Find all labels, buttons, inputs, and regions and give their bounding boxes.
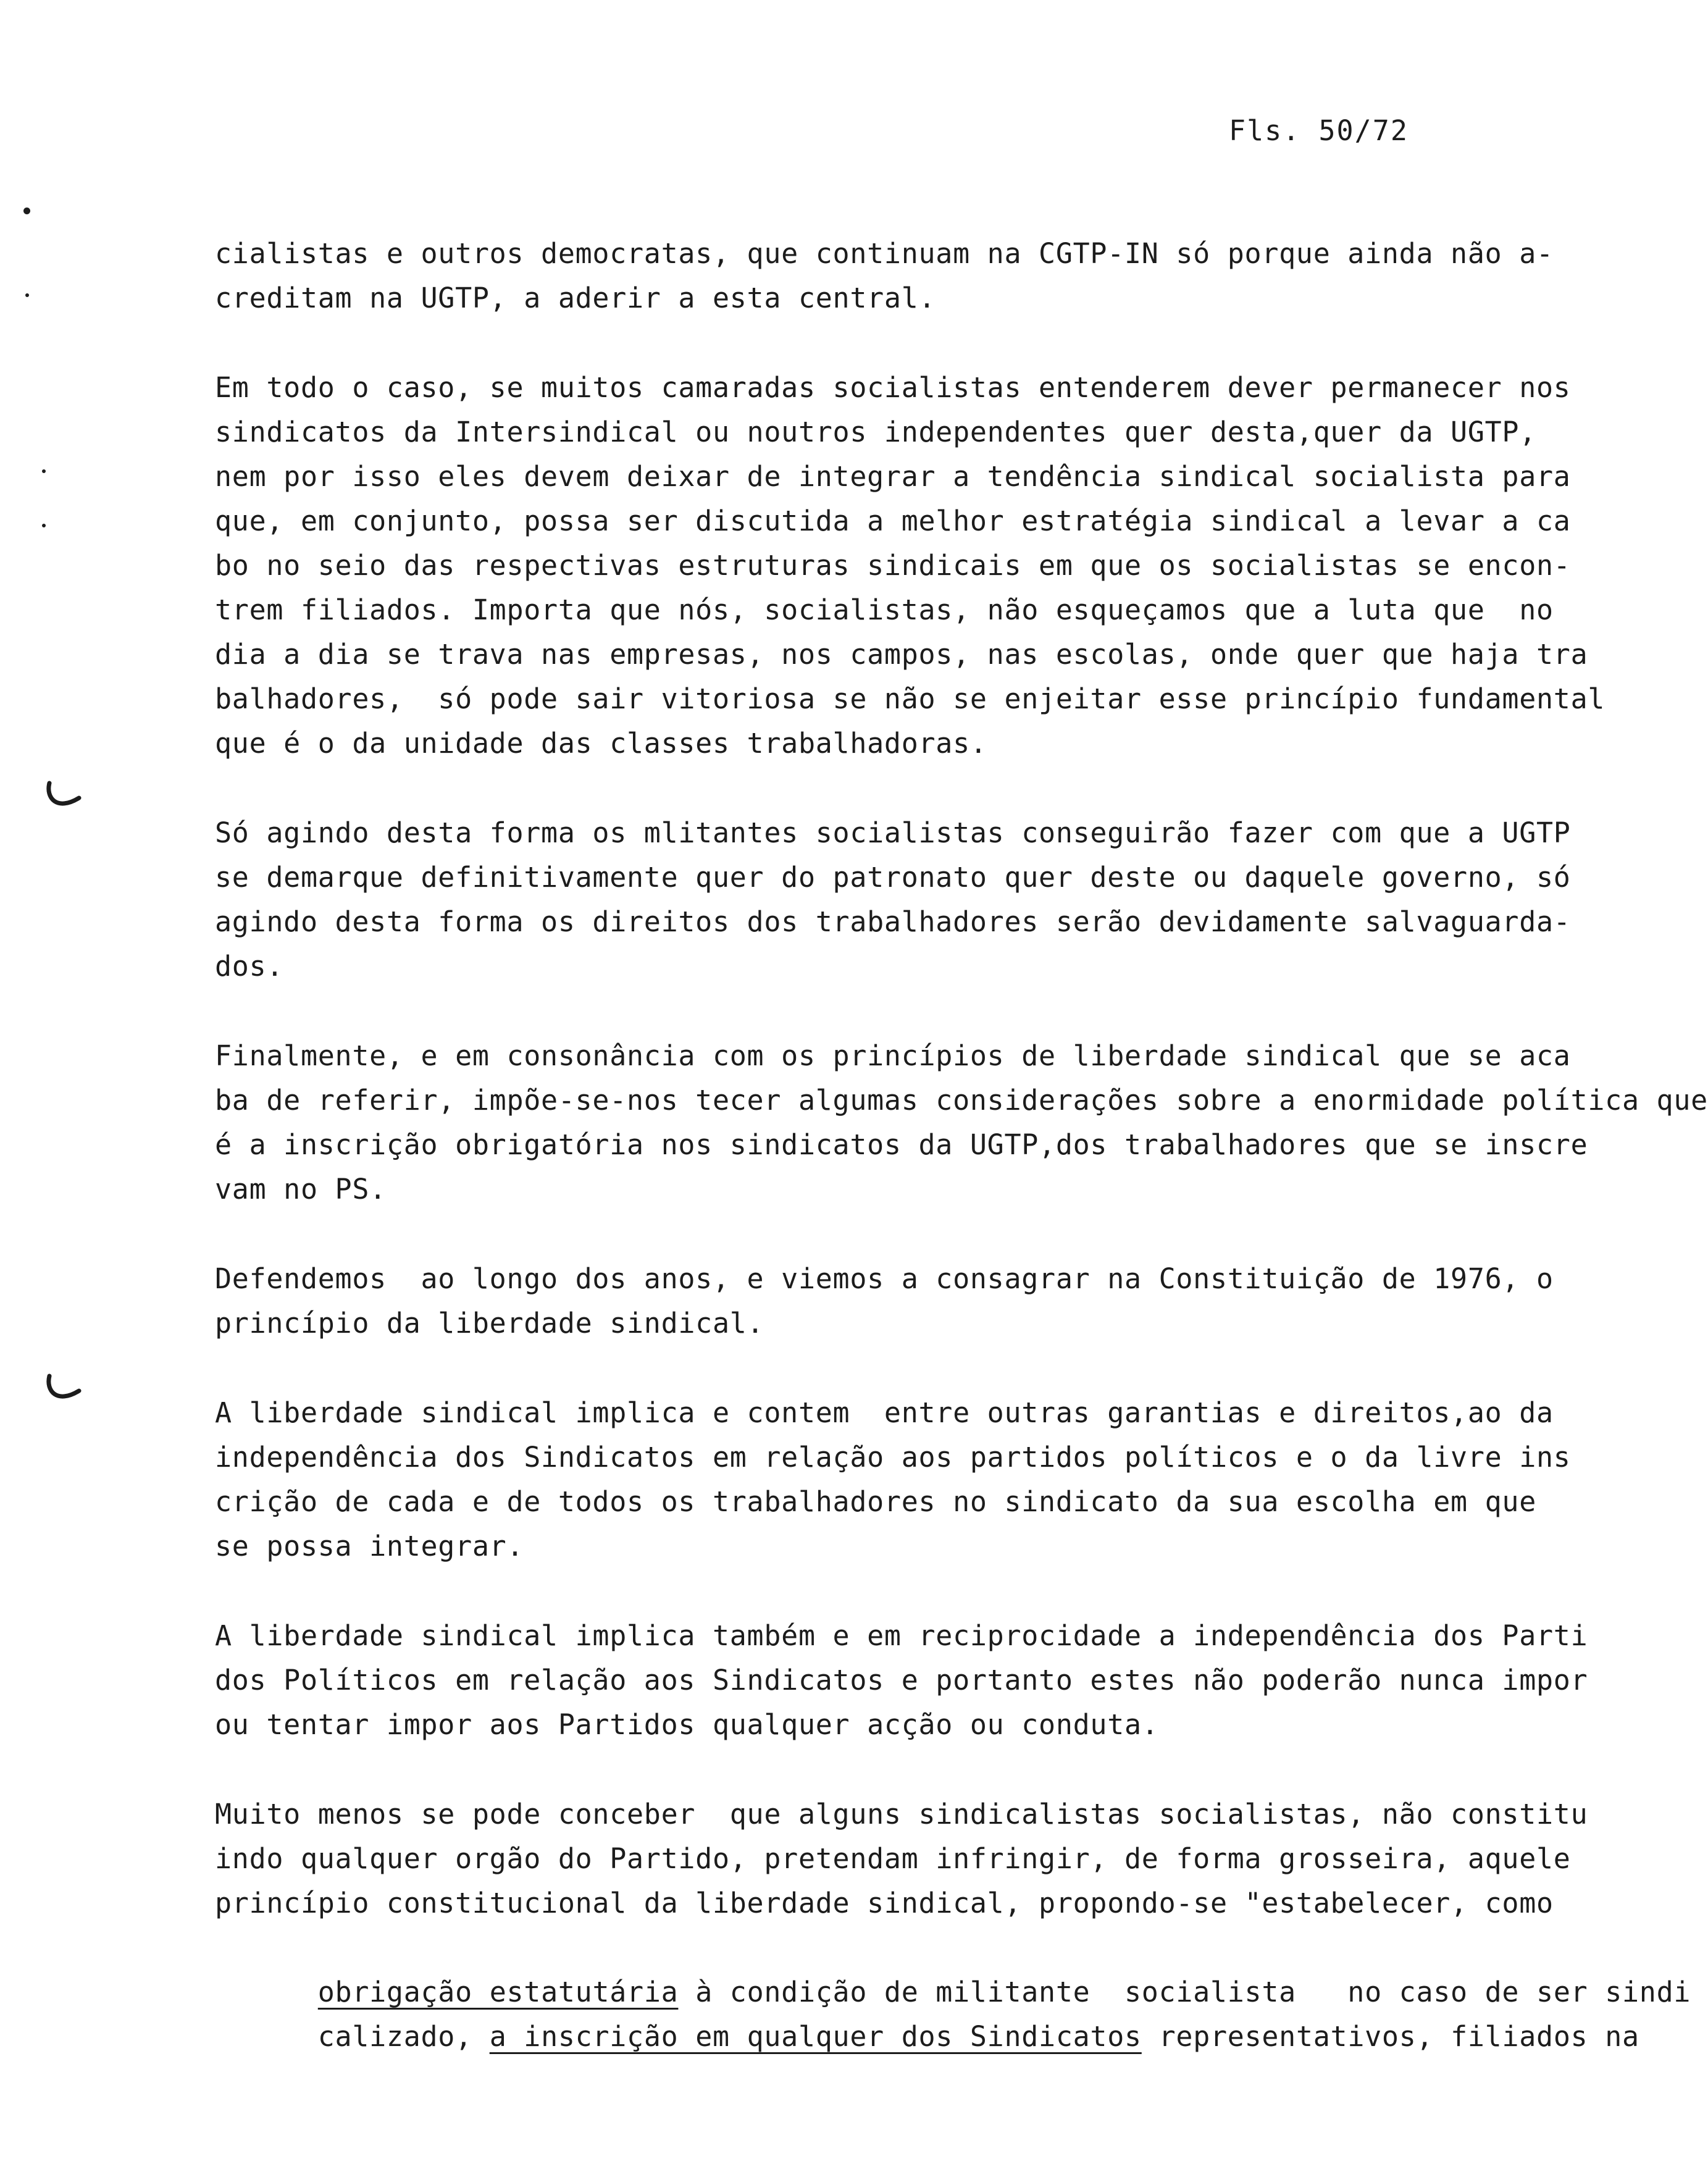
paragraph [215,366,1605,766]
text-line: dia a dia se trava nas empresas, nos campos, nas escolas, onde quer que haja tra [215,638,1588,671]
text-line: creditam na UGTP, a aderir a esta central. [215,282,936,314]
paragraph [215,1391,1571,1569]
text-line: princípio da liberdade sindical. [215,1307,764,1340]
document-body [215,232,1708,2060]
text-line: cialistas e outros democratas, que continuam na CGTP-IN só porque ainda não a- [215,237,1554,270]
margin-dot-3 [42,469,46,473]
text-line: ou tentar impor aos Partidos qualquer acção ou conduta. [215,1708,1159,1741]
text-line: indo qualquer orgão do Partido, pretendam infringir, de forma grosseira, aquele [215,1842,1571,1875]
text-line: que, em conjunto, possa ser discutida a melhor estratégia sindical a levar a ca [215,505,1571,537]
text-line: sindicatos da Intersindical ou noutros independentes quer desta,quer da UGTP, [215,416,1537,448]
text-line: trem filiados. Importa que nós, socialistas, não esqueçamos que a luta que no [215,593,1554,626]
text-line: que é o da unidade das classes trabalhadoras. [215,727,987,760]
page-number: Fls. 50/72 [1229,114,1409,147]
text-line: Defendemos ao longo dos anos, e viemos a consagrar na Constituição de 1976, o [215,1262,1554,1295]
text-line: Em todo o caso, se muitos camaradas socialistas entenderem dever permanecer nos [215,371,1571,404]
text-line: dos Políticos em relação aos Sindicatos e portanto estes não poderão nunca impor [215,1664,1588,1696]
text-line: ba de referir, impõe-se-nos tecer algumas considerações sobre a enormidade política que [215,1084,1708,1117]
underlined-phrase: obrigação estatutária [317,1976,679,2008]
text-segment: à condição de militante socialista no caso de ser sindi [678,1976,1691,2008]
margin-dot-1 [23,208,30,214]
text-line: se possa integrar. [215,1530,524,1562]
punch-hole-mark-bottom [44,1372,82,1409]
text-line: se demarque definitivamente quer do patronato quer deste ou daquele governo, só [215,861,1571,894]
underlined-phrase: a inscrição em qualquer dos Sindicatos [489,2020,1142,2053]
text-line: nem por isso eles devem deixar de integrar a tendência sindical socialista para [215,460,1571,493]
text-line: agindo desta forma os direitos dos trabalhadores serão devidamente salvaguarda- [215,905,1571,938]
margin-dot-2 [25,293,29,297]
text-line: dos. [215,950,284,983]
paragraph [215,1614,1588,1747]
text-line [215,1926,1691,2008]
text-line: é a inscrição obrigatória nos sindicatos da UGTP,dos trabalhadores que se inscre [215,1128,1588,1161]
text-line: crição de cada e de todos os trabalhadores no sindicato da sua escolha em que [215,1485,1537,1518]
text-line: A liberdade sindical implica também e em reciprocidade a independência dos Parti [215,1619,1588,1652]
text-line: A liberdade sindical implica e contem entre outras garantias e direitos,ao da [215,1396,1554,1429]
punch-hole-mark-top [44,779,82,816]
text-line: independência dos Sindicatos em relação aos partidos políticos e o da livre ins [215,1441,1571,1474]
text-line: Finalmente, e em consonância com os princípios de liberdade sindical que se aca [215,1039,1571,1072]
text-line: princípio constitucional da liberdade sindical, propondo-se "estabelecer, como [215,1887,1554,1919]
margin-dot-4 [42,524,46,527]
text-line: balhadores, só pode sair vitoriosa se não se enjeitar esse princípio fundamental [215,682,1605,715]
paragraph [215,811,1571,989]
paragraph [215,232,1554,321]
paragraph [215,1034,1708,1212]
text-line: Muito menos se pode conceber que alguns sindicalistas socialistas, não constitu [215,1798,1588,1831]
text-line: vam no PS. [215,1173,387,1206]
text-line: bo no seio das respectivas estruturas sindicais em que os socialistas se encon- [215,549,1571,582]
text-segment: calizado, [317,2020,490,2053]
paragraph [215,1257,1554,1346]
paragraph [215,1792,1691,2053]
text-line: Só agindo desta forma os mlitantes socialistas conseguirão fazer com que a UGTP [215,816,1571,849]
text-segment: representativos, filiados na [1141,2020,1639,2053]
